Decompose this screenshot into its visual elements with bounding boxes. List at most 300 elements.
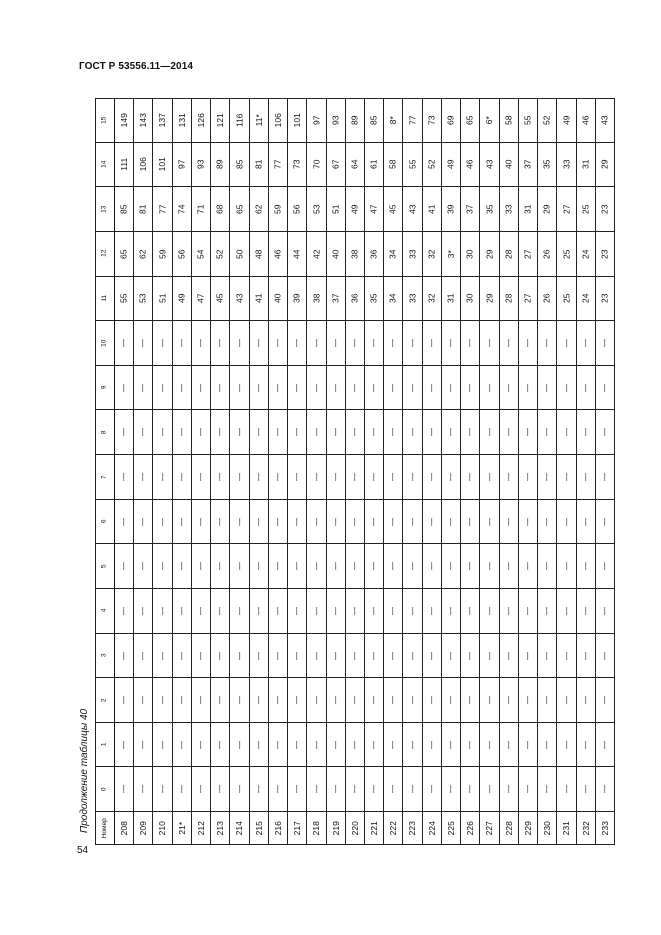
table-cell-text: 35 — [368, 293, 379, 304]
table-cell — [269, 277, 288, 321]
table-cell — [519, 410, 538, 455]
table-cell — [211, 410, 230, 455]
table-cell-text: — — [311, 473, 321, 481]
table-cell — [346, 410, 365, 455]
table-cell-text: 49 — [176, 293, 187, 304]
table-cell — [577, 544, 596, 589]
table-cell — [307, 589, 327, 634]
table-cell — [519, 767, 538, 812]
table-cell — [557, 187, 577, 232]
column-header — [95, 455, 115, 500]
table-cell — [211, 500, 230, 544]
table-cell-text: 24 — [580, 249, 591, 259]
table-cell — [480, 98, 500, 143]
row-number-cell-text: 223 — [407, 820, 418, 836]
row-number-cell — [153, 812, 173, 845]
table-cell — [538, 98, 557, 143]
table-cell — [288, 277, 307, 321]
table-cell — [269, 723, 288, 767]
table-cell — [153, 678, 173, 723]
table-cell-text: 51 — [330, 204, 341, 214]
table-cell — [461, 143, 480, 187]
row-number-cell-text: 222 — [387, 820, 398, 836]
table-cell-text: 56 — [291, 204, 302, 214]
table-cell-text: — — [234, 651, 244, 660]
table-cell-text: — — [331, 607, 340, 615]
table-cell-text: — — [427, 473, 436, 481]
table-cell — [153, 634, 173, 678]
table-cell-text: — — [388, 651, 397, 660]
table-cell-text: 64 — [349, 159, 360, 170]
table-cell — [230, 321, 250, 366]
column-header — [95, 589, 115, 634]
table-cell-text: — — [311, 517, 321, 526]
table-cell — [230, 232, 250, 277]
table-cell-text: — — [177, 740, 186, 749]
row-number-cell — [500, 812, 519, 845]
column-header — [95, 232, 115, 277]
row-number-cell-text: 225 — [445, 820, 456, 836]
column-header-text: Номер — [100, 817, 108, 839]
table-cell-text: — — [311, 740, 321, 749]
table-cell-text: 37 — [522, 159, 533, 170]
table-cell-text: — — [600, 428, 609, 436]
table-cell-text: — — [350, 517, 359, 526]
table-cell — [423, 634, 442, 678]
table-cell-text: 31 — [580, 159, 591, 170]
table-cell — [500, 767, 519, 812]
column-header — [95, 634, 115, 679]
table-cell — [365, 634, 384, 678]
table-cell-text: 26 — [541, 249, 552, 259]
table-cell-text: 41 — [426, 204, 437, 214]
table-cell-text: — — [465, 607, 474, 615]
table-cell — [134, 232, 153, 277]
table-cell — [538, 143, 557, 187]
row-number-cell — [288, 812, 307, 845]
table-cell — [403, 98, 423, 143]
table-cell — [403, 321, 423, 366]
table-cell-text: — — [254, 562, 263, 570]
table-cell-text: 25 — [561, 249, 572, 259]
table-cell-text: — — [234, 740, 244, 749]
table-cell-text: 52 — [426, 159, 437, 170]
table-cell — [173, 544, 192, 589]
table-cell — [346, 723, 365, 767]
table-cell — [442, 187, 461, 232]
table-cell — [346, 232, 365, 277]
table-cell — [250, 366, 269, 410]
table-cell-text: — — [427, 740, 436, 749]
table-cell — [346, 544, 365, 589]
table-cell — [211, 455, 230, 500]
table-cell — [134, 455, 153, 500]
table-cell — [173, 98, 192, 143]
table-cell-text: — — [581, 517, 590, 526]
table-cell-text: 35 — [484, 204, 495, 214]
table-cell — [365, 410, 384, 455]
table-cell — [192, 321, 211, 366]
table-cell — [500, 723, 519, 767]
table-cell-text: — — [157, 651, 167, 660]
table-cell-text: — — [388, 696, 397, 704]
column-header — [95, 812, 115, 845]
table-cell — [230, 187, 250, 232]
table-cell-text: — — [311, 651, 321, 660]
table-cell-text: — — [215, 428, 224, 436]
table-cell-text: — — [215, 383, 224, 392]
table-cell-text: — — [119, 339, 128, 347]
table-cell — [384, 767, 403, 812]
table-cell-text: — — [331, 785, 340, 793]
table-cell — [480, 455, 500, 500]
table-cell — [500, 232, 519, 277]
table-cell — [577, 366, 596, 410]
table-cell — [480, 589, 500, 634]
table-cell-text: — — [119, 696, 128, 704]
table-cell — [423, 767, 442, 812]
table-cell — [403, 232, 423, 277]
table-cell-text: 8* — [387, 116, 398, 125]
table-cell — [307, 98, 327, 143]
table-cell — [384, 143, 403, 187]
table-cell-text: — — [311, 383, 321, 392]
table-cell-text: — — [484, 607, 494, 615]
table-cell-text: — — [369, 607, 378, 615]
table-cell — [307, 455, 327, 500]
table-cell-text: — — [177, 785, 186, 793]
table-cell — [365, 767, 384, 812]
table-cell — [288, 723, 307, 767]
table-cell-text: — — [504, 517, 513, 526]
table-cell-text: — — [600, 785, 609, 793]
table-cell — [327, 678, 346, 723]
table-cell-text: — — [311, 428, 321, 436]
table-cell — [288, 678, 307, 723]
table-cell-text: — — [273, 517, 282, 526]
table-cell — [461, 321, 480, 366]
table-cell — [153, 321, 173, 366]
row-number-cell-text: 231 — [561, 820, 572, 836]
table-cell-text: 25 — [580, 204, 591, 214]
row-number-cell-text: 233 — [599, 820, 610, 836]
table-cell — [442, 143, 461, 187]
table-cell — [288, 321, 307, 366]
table-cell-text: — — [234, 562, 244, 570]
table-cell — [480, 143, 500, 187]
table-cell — [230, 544, 250, 589]
table-cell — [500, 500, 519, 544]
table-cell-text: — — [196, 785, 205, 793]
table-cell — [288, 500, 307, 544]
table-cell-text: 59 — [157, 249, 168, 259]
table-cell — [403, 500, 423, 544]
table-cell-text: — — [369, 517, 378, 526]
table-cell-text: — — [504, 473, 513, 481]
table-cell — [115, 143, 134, 187]
table-cell-text: — — [157, 428, 167, 436]
table-cell — [596, 634, 615, 678]
row-number-cell — [346, 812, 365, 845]
table-cell-text: — — [119, 607, 128, 615]
table-cell — [519, 500, 538, 544]
table-cell-text: 41 — [253, 293, 264, 304]
table-cell-text: 11* — [253, 114, 264, 127]
page-number: 54 — [77, 845, 89, 856]
table-cell-text: — — [331, 696, 340, 704]
table-cell-text: — — [292, 607, 301, 615]
table-cell-text: 106 — [137, 157, 148, 172]
table-cell — [577, 455, 596, 500]
table-cell — [365, 98, 384, 143]
table-cell — [115, 634, 134, 678]
table-cell — [384, 187, 403, 232]
table-cell-text: — — [138, 607, 147, 615]
table-cell — [423, 678, 442, 723]
table-cell-text: — — [273, 339, 282, 347]
table-cell — [153, 544, 173, 589]
table-cell — [153, 366, 173, 410]
table-cell-text: — — [561, 785, 571, 793]
row-number-cell-text: 209 — [137, 820, 148, 836]
table-cell-text: 24 — [580, 293, 591, 304]
table-cell — [173, 634, 192, 678]
table-cell — [192, 500, 211, 544]
table-cell — [500, 98, 519, 143]
table-cell-text: — — [254, 696, 263, 704]
row-number-cell-text: 227 — [484, 820, 495, 836]
table-cell — [307, 634, 327, 678]
table-cell — [557, 277, 577, 321]
column-header-text: 14 — [100, 160, 108, 169]
table-cell-text: — — [407, 428, 417, 436]
table-cell — [211, 143, 230, 187]
table-cell — [423, 187, 442, 232]
table-cell-text: — — [523, 383, 532, 392]
table-cell-text: — — [311, 607, 321, 615]
table-cell — [557, 544, 577, 589]
table-cell-text: — — [138, 428, 147, 436]
table-cell-text: — — [504, 651, 513, 660]
table-cell-text: 6* — [484, 116, 495, 125]
table-cell-text: 97 — [176, 159, 187, 170]
table-cell-text: — — [504, 696, 513, 704]
table-cell-text: — — [234, 607, 244, 615]
table-cell — [538, 455, 557, 500]
table-cell-text: — — [407, 740, 417, 749]
table-cell — [577, 143, 596, 187]
table-cell — [288, 544, 307, 589]
column-header-text: 13 — [100, 205, 108, 213]
table-cell-text: — — [388, 473, 397, 481]
table-cell-text: — — [465, 339, 474, 347]
table-cell — [596, 187, 615, 232]
table-cell-text: — — [292, 428, 301, 436]
table-cell-text: 46 — [272, 249, 283, 259]
table-cell — [230, 767, 250, 812]
table-cell — [230, 723, 250, 767]
table-cell — [230, 500, 250, 544]
table-cell-text: 116 — [234, 113, 245, 128]
table-cell — [173, 500, 192, 544]
table-cell-text: 23 — [599, 249, 610, 259]
column-header — [95, 277, 115, 322]
table-cell-text: — — [331, 517, 340, 526]
table-cell-text: 53 — [137, 293, 148, 304]
row-number-cell — [327, 812, 346, 845]
table-cell — [596, 410, 615, 455]
table-cell-text: — — [254, 607, 263, 615]
table-cell — [519, 634, 538, 678]
table-cell — [211, 634, 230, 678]
table-cell-text: 43 — [407, 204, 418, 214]
table-cell-text: — — [504, 740, 513, 749]
table-cell-text: — — [542, 785, 551, 793]
table-cell — [327, 500, 346, 544]
column-header-text: 11 — [100, 294, 108, 302]
table-cell-text: — — [581, 428, 590, 436]
table-cell-text: — — [350, 785, 359, 793]
table-cell-text: 23 — [599, 204, 610, 214]
table-cell-text: — — [273, 383, 282, 392]
table-cell — [134, 366, 153, 410]
table-cell — [538, 232, 557, 277]
table-cell — [134, 143, 153, 187]
table-cell — [577, 277, 596, 321]
table-cell-text: — — [157, 607, 167, 615]
table-cell-text: 31 — [522, 204, 533, 214]
table-cell — [192, 767, 211, 812]
table-cell — [442, 634, 461, 678]
table-cell-text: 52 — [541, 115, 552, 126]
table-cell-text: — — [350, 696, 359, 704]
table-cell — [500, 410, 519, 455]
table-cell-text: — — [369, 562, 378, 570]
table-cell — [423, 277, 442, 321]
table-cell — [557, 455, 577, 500]
table-cell-text: 28 — [503, 249, 514, 259]
table-cell-text: — — [119, 740, 128, 749]
table-cell-text: — — [292, 473, 301, 481]
table-cell — [577, 500, 596, 544]
table-cell-text: — — [138, 339, 147, 347]
table-cell-text: 30 — [464, 293, 475, 304]
table-cell — [538, 277, 557, 321]
table-cell-text: — — [215, 339, 224, 347]
row-number-cell-text: 218 — [311, 820, 322, 836]
table-cell-text: 29 — [541, 204, 552, 214]
row-number-cell-text: 216 — [272, 820, 283, 836]
table-cell-text: 68 — [214, 204, 225, 214]
table-cell-text: 44 — [291, 249, 302, 259]
table-cell — [384, 455, 403, 500]
table-cell — [557, 634, 577, 678]
table-cell-text: — — [254, 785, 263, 793]
table-cell-text: 37 — [330, 293, 341, 304]
table-cell — [596, 455, 615, 500]
table-cell-text: — — [331, 651, 340, 660]
table-cell — [192, 98, 211, 143]
table-cell — [384, 277, 403, 321]
table-cell — [327, 98, 346, 143]
table-cell-text: — — [561, 651, 571, 660]
table-cell-text: 149 — [118, 113, 129, 128]
table-cell — [211, 589, 230, 634]
table-cell-text: — — [484, 785, 494, 793]
table-cell-text: — — [523, 696, 532, 704]
table-cell — [577, 634, 596, 678]
table-cell-text: — — [523, 785, 532, 793]
table-cell — [307, 544, 327, 589]
table-cell — [577, 767, 596, 812]
table-cell-text: — — [177, 473, 186, 481]
table-cell-text: — — [254, 740, 263, 749]
table-cell-text: — — [177, 339, 186, 347]
table-cell-text: — — [427, 785, 436, 793]
table-cell — [269, 410, 288, 455]
table-cell — [211, 232, 230, 277]
column-header — [95, 366, 115, 411]
table-cell — [500, 544, 519, 589]
table-cell-text: 106 — [272, 113, 283, 128]
table-cell-text: — — [484, 428, 494, 436]
table-cell — [307, 767, 327, 812]
column-header-text: 15 — [100, 116, 108, 124]
table-cell — [269, 500, 288, 544]
table-cell — [365, 277, 384, 321]
table-cell-text: 29 — [484, 293, 495, 304]
table-cell-text: — — [157, 517, 167, 526]
table-cell — [173, 410, 192, 455]
column-header-text: 10 — [100, 339, 108, 347]
row-number-cell-text: 230 — [541, 820, 552, 836]
table-cell — [192, 366, 211, 410]
table-cell — [269, 634, 288, 678]
column-header-text: 5 — [100, 564, 108, 568]
table-cell-text: — — [446, 651, 455, 660]
table-cell-text: — — [484, 740, 494, 749]
table-cell-text: 143 — [137, 113, 148, 128]
table-cell — [192, 678, 211, 723]
table-cell-text: — — [119, 562, 128, 570]
row-number-cell — [211, 812, 230, 845]
data-table — [95, 98, 615, 845]
table-cell — [442, 366, 461, 410]
table-cell-text: — — [561, 517, 571, 526]
table-cell-text: 31 — [445, 293, 456, 304]
table-cell-text: — — [196, 517, 205, 526]
table-cell-text: — — [350, 740, 359, 749]
table-cell-text: — — [446, 740, 455, 749]
table-cell — [250, 232, 269, 277]
table-cell — [538, 544, 557, 589]
table-cell — [307, 232, 327, 277]
table-cell-text: — — [561, 696, 571, 704]
table-cell-text: — — [350, 428, 359, 436]
table-cell-text: — — [427, 339, 436, 347]
row-number-cell — [538, 812, 557, 845]
row-number-cell — [269, 812, 288, 845]
table-cell — [384, 98, 403, 143]
table-cell — [461, 767, 480, 812]
table-cell — [327, 634, 346, 678]
table-cell-text: — — [427, 562, 436, 570]
table-cell-text: — — [138, 517, 147, 526]
table-cell — [250, 767, 269, 812]
table-cell — [327, 143, 346, 187]
table-cell-text: 40 — [503, 159, 514, 170]
table-cell-text: — — [234, 696, 244, 704]
